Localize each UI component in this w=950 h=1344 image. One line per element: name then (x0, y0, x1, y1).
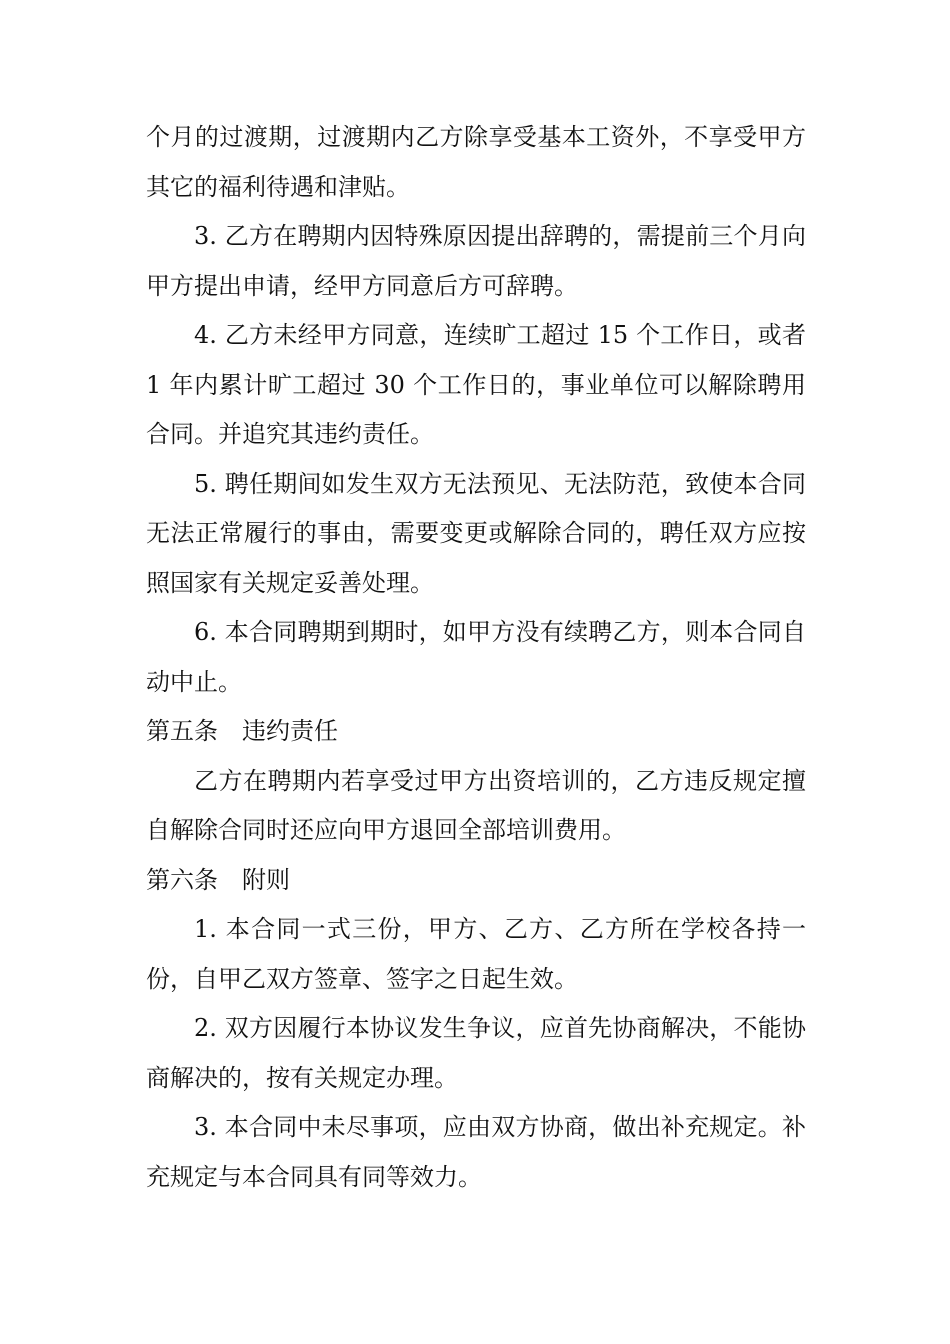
paragraph-disputes: 2. 双方因履行本协议发生争议，应首先协商解决，不能协商解决的，按有关规定办理。 (146, 1014, 806, 1092)
paragraph-unspecified-matters: 3. 本合同中未尽事项，应由双方协商，做出补充规定。补充规定与本合同具有同等效力。 (146, 1113, 806, 1191)
paragraph-copies: 1. 本合同一式三份，甲方、乙方、乙方所在学校各持一份，自甲乙双方签章、签字之日起生效。 (146, 915, 806, 993)
section-heading-supplementary (146, 856, 806, 906)
paragraph-expiry: 6. 本合同聘期到期时，如甲方没有续聘乙方，则本合同自动中止。 (146, 618, 806, 696)
paragraph-absence: 4. 乙方未经甲方同意，连续旷工超过 15 个工作日，或者 1 年内累计旷工超过 30 个工作日的，事业单位可以解除聘用合同。并追究其违约责任。 (146, 321, 806, 448)
paragraph-training-refund: 乙方在聘期内若享受过甲方出资培训的，乙方违反规定擅自解除合同时还应向甲方退回全部培训费用。 (146, 766, 806, 844)
document-body (146, 113, 806, 1202)
paragraph-transition-period: 个月的过渡期，过渡期内乙方除享受基本工资外，不享受甲方其它的福利待遇和津贴。 (146, 123, 806, 201)
section-number: 第六条 (146, 865, 218, 894)
section-heading-breach (146, 707, 806, 757)
section-title: 违约责任 (242, 717, 338, 745)
paragraph-resignation: 3. 乙方在聘期内因特殊原因提出辞聘的，需提前三个月向甲方提出申请，经甲方同意后方可辞聘。 (146, 222, 806, 300)
section-title: 附则 (242, 865, 290, 894)
section-number: 第五条 (146, 717, 218, 745)
paragraph-force-majeure: 5. 聘任期间如发生双方无法预见、无法防范，致使本合同无法正常履行的事由，需要变更或解除合同的，聘任双方应按照国家有关规定妥善处理。 (146, 469, 806, 597)
